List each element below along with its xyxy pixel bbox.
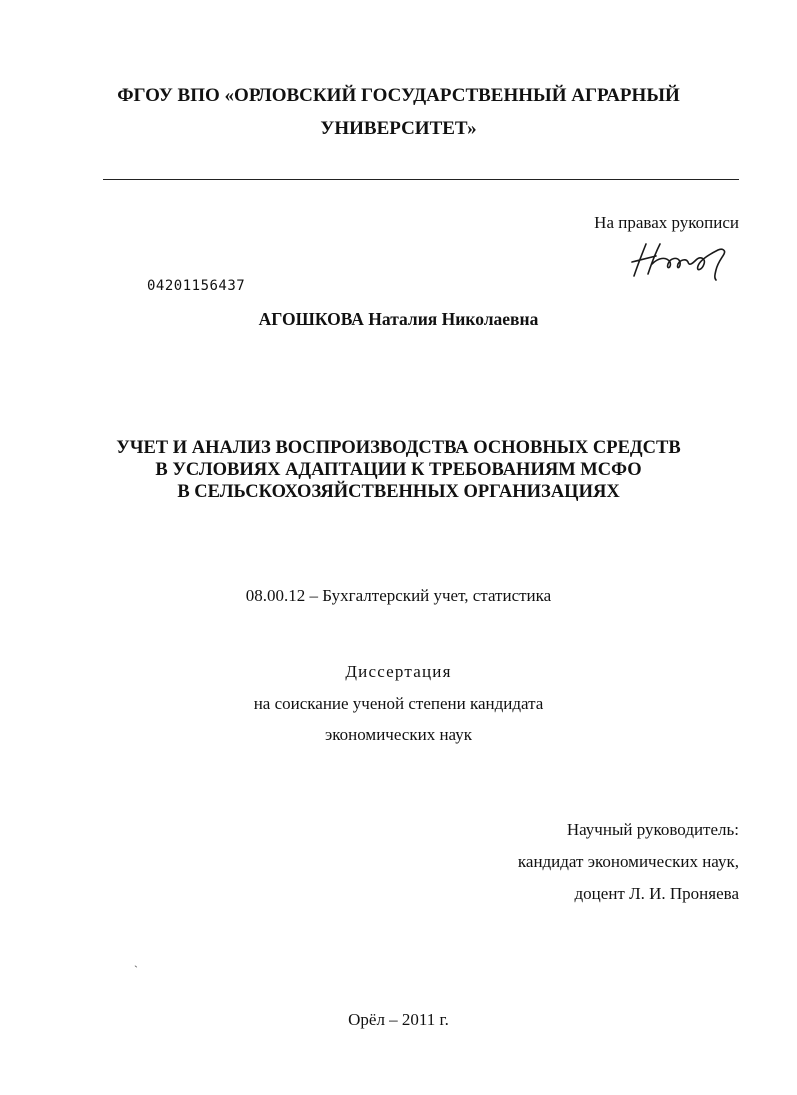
title-line-3: В СЕЛЬСКОХОЗЯЙСТВЕННЫХ ОРГАНИЗАЦИЯХ — [177, 482, 620, 502]
title-line-2: В УСЛОВИЯХ АДАПТАЦИИ К ТРЕБОВАНИЯМ МСФО — [155, 460, 642, 480]
dissertation-heading: Диссертация — [345, 662, 452, 681]
institution-line-2: УНИВЕРСИТЕТ» — [320, 118, 477, 139]
author-name — [0, 309, 797, 330]
supervisor-label: Научный руководитель: — [566, 820, 739, 839]
city-year: Орёл – 2011 г. — [348, 1010, 449, 1029]
supervisor-degree: кандидат экономических наук, — [517, 852, 739, 871]
manuscript-note: На правах рукописи — [594, 213, 739, 232]
author-given-names: Наталия Николаевна — [368, 309, 539, 329]
degree-line-2: экономических наук — [324, 725, 473, 744]
title-line-1: УЧЕТ И АНАЛИЗ ВОСПРОИЗВОДСТВА ОСНОВНЫХ СРЕДСТВ — [116, 438, 681, 458]
catalog-number: 04201156437 — [147, 278, 246, 294]
supervisor-name: доцент Л. И. Проняева — [574, 884, 739, 903]
signature-image — [626, 240, 736, 282]
institution-heading — [0, 80, 797, 145]
header-divider — [103, 179, 739, 180]
author-surname: АГОШКОВА — [258, 309, 364, 329]
specialty-code: 08.00.12 – Бухгалтерский учет, статистика — [245, 586, 552, 605]
dissertation-title — [0, 437, 797, 503]
scan-mark: ` — [134, 963, 138, 977]
degree-line-1: на соискание ученой степени кандидата — [253, 694, 544, 713]
institution-line-1: ФГОУ ВПО «ОРЛОВСКИЙ ГОСУДАРСТВЕННЫЙ АГРАРНЫЙ — [117, 85, 680, 106]
